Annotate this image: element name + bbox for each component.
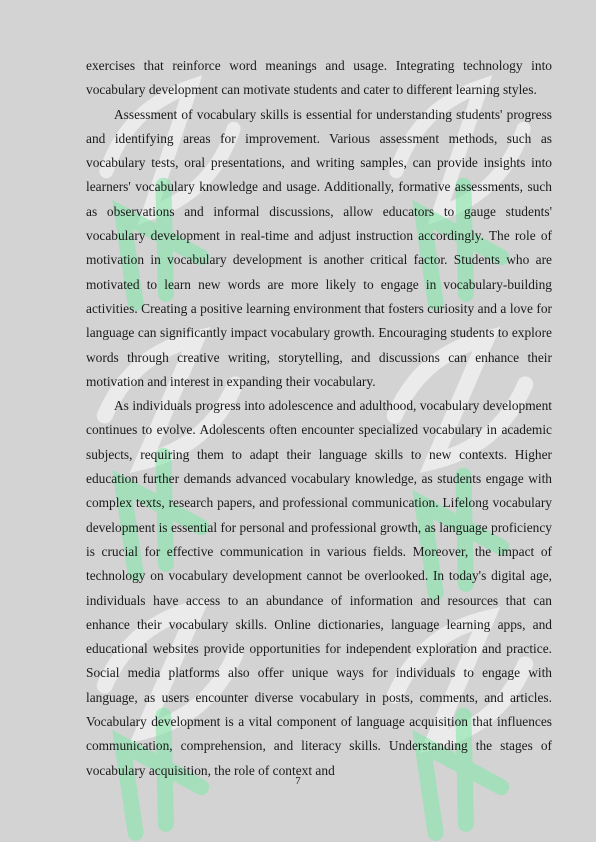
document-body <box>86 54 552 783</box>
paragraph-3: As individuals progress into adolescence and adulthood, vocabulary development continues to evolve. Adolescents often encounter specialized vocabulary in academic subjects, requiring them to adapt their language skills to new contexts. Higher education further demands advanced vocabulary knowledge, as students engage with complex texts, research papers, and professional communication. Lifelong vocabulary development is essential for personal and professional growth, as language proficiency is crucial for effective communication in various fields. Moreover, the impact of technology on vocabulary development cannot be overlooked. In today's digital age, individuals have access to an abundance of information and resources that can enhance their vocabulary skills. Online dictionaries, language learning apps, and educational websites provide opportunities for independent exploration and practice. Social media platforms also offer unique ways for individuals to engage with language, as users encounter diverse vocabulary in posts, comments, and articles. Vocabulary development is a vital component of language acquisition that influences communication, comprehension, and literacy skills. Understanding the stages of vocabulary acquisition, the role of context and <box>86 398 552 778</box>
page-number: 7 <box>295 775 301 787</box>
paragraph-1: exercises that reinforce word meanings and usage. Integrating technology into vocabulary development can motivate students and cater to different learning styles. <box>86 58 552 98</box>
paragraph-2: Assessment of vocabulary skills is essential for understanding students' progress and identifying areas for improvement. Various assessment methods, such as vocabulary tests, oral presentations, and writing samples, can provide insights into learners' vocabulary knowledge and usage. Additionally, formative assessments, such as observations and informal discussions, allow educators to gauge students' vocabulary development in real-time and adjust instruction accordingly. The role of motivation in vocabulary development is another critical factor. Students who are motivated to learn new words are more likely to engage in vocabulary-building activities. Creating a positive learning environment that fosters curiosity and a love for language can significantly impact vocabulary growth. Encouraging students to explore words through creative writing, storytelling, and discussions can enhance their motivation and interest in expanding their vocabulary. <box>86 106 552 389</box>
